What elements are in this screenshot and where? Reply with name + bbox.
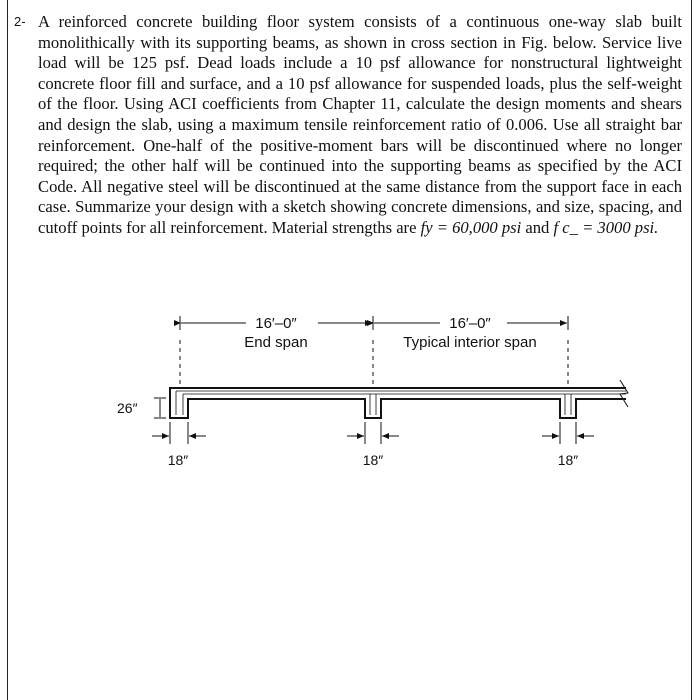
and-word: and: [525, 217, 550, 237]
strength-fy: fy = 60,000 psi: [420, 217, 522, 237]
support-width-label-3: 18″: [557, 452, 579, 468]
slab-beam-outline: [170, 388, 626, 418]
problem-number: 2-: [14, 14, 26, 29]
support-width-label-2: 18″: [362, 452, 384, 468]
support-width-label-1: 18″: [167, 452, 189, 468]
continuation-break-icon: [620, 380, 628, 407]
end-span-dim: 16′–0″: [255, 315, 297, 332]
interior-span-label: Typical interior span: [403, 334, 537, 351]
problem-body: A reinforced concrete building floor system consists of a continuous one-way slab built monolithically with its supporting beams, as shown in cross section in Fig. below. Service live load will be 125 psf. Dead loads include a 10 psf allowance for nonstructural lightweight concrete floor fill and surface, and a 10 psf allowance for suspended loads, plus the self-weight of the floor. Using ACI coefficients from Chapter 11, calculate the design moments and shears and design the slab, using a maximum tensile reinforcement ratio of 0.006. Use all straight bar reinforcement. One-half of the positive-moment bars will be discontinued where no longer required; the other half will be continued into the supporting beams as specified by the ACI Code. All negative steel will be discontinued at the same distance from the support face in each case. Summarize your design with a sketch showing concrete dimensions, and size, spacing, and cutoff points for all reinforcement. Material strengths are: [38, 12, 682, 237]
depth-dimension: [154, 398, 166, 418]
slab-inner-lines: [176, 391, 626, 415]
support-width-dims: [152, 422, 594, 444]
end-span-label: End span: [244, 334, 308, 351]
interior-span-dim: 16′–0″: [449, 315, 491, 332]
beam-depth-label: 26″: [117, 400, 138, 416]
strength-fc: f c_ = 3000 psi.: [553, 217, 659, 237]
